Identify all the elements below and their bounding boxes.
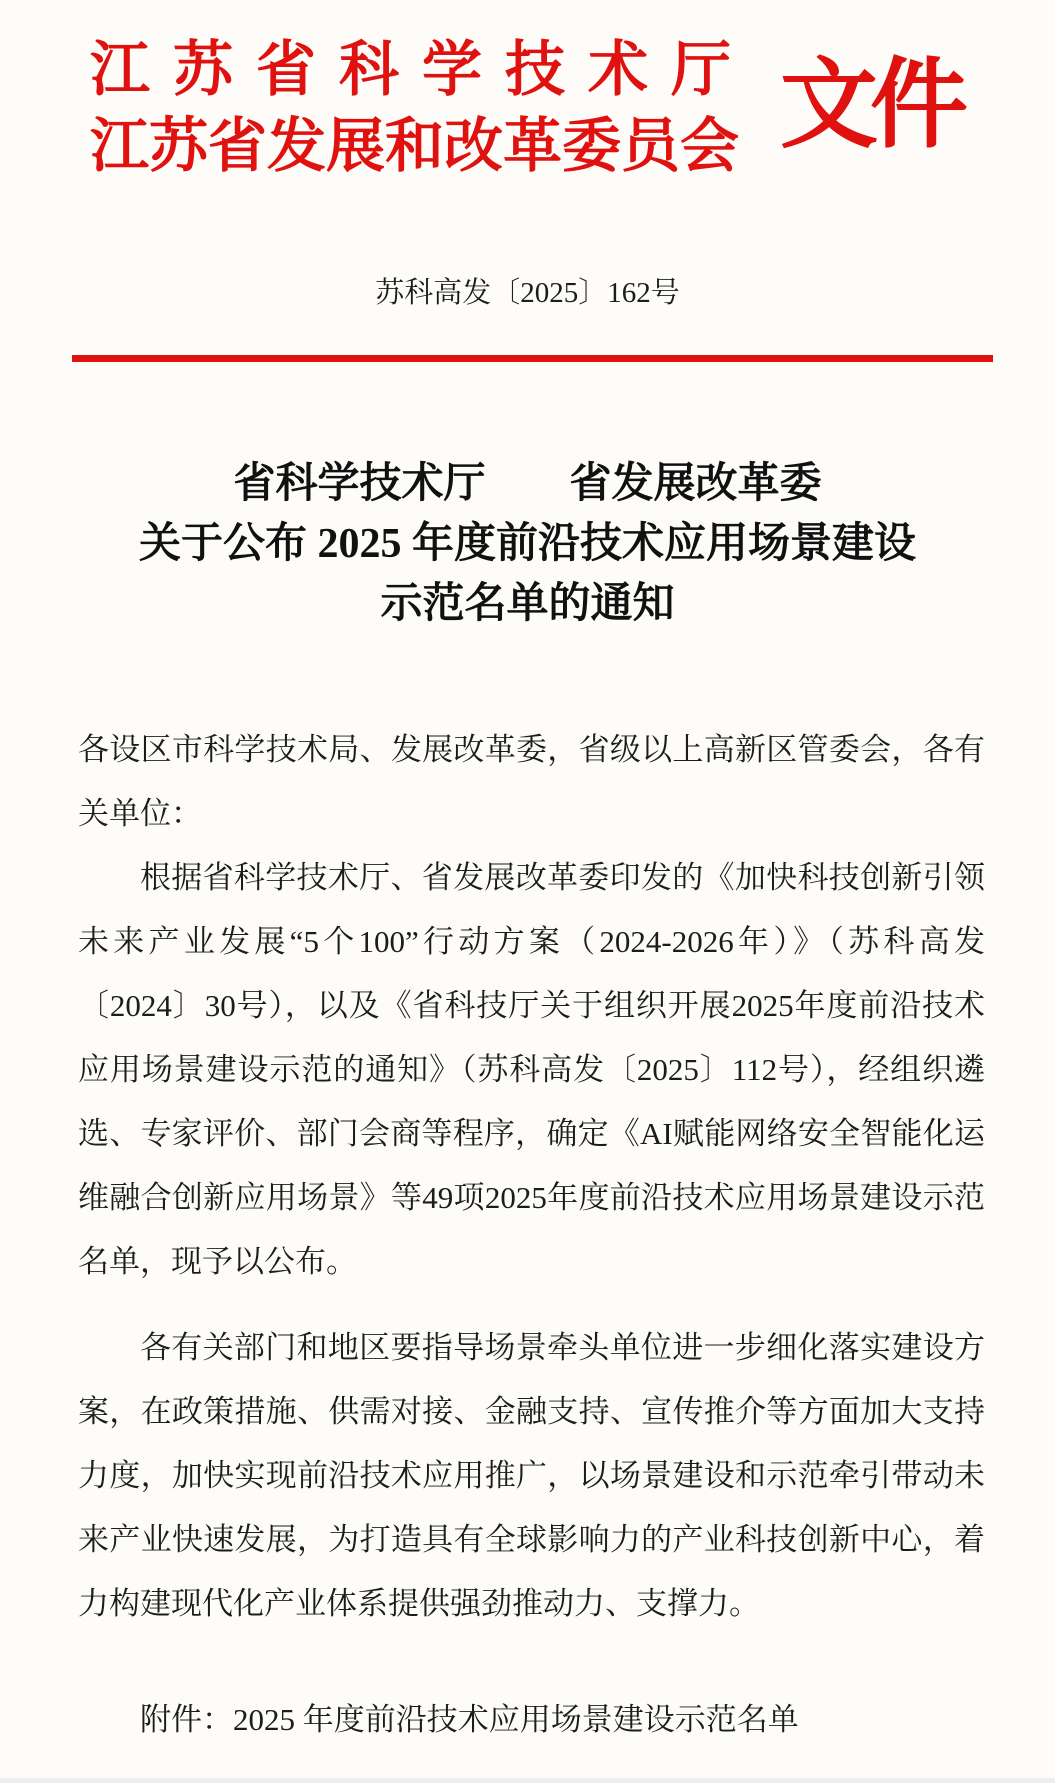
org-name-science-tech-department: 江苏省科学技术厅 — [90, 37, 754, 103]
page-bottom-edge — [0, 1778, 1055, 1783]
attachment-reference: 附件：2025 年度前沿技术应用场景建设示范名单 — [140, 1702, 799, 1737]
org-name-development-reform-commission: 江苏省发展和改革委员会 — [90, 113, 740, 179]
title-line-2: 关于公布 2025 年度前沿技术应用场景建设 — [138, 521, 916, 567]
salutation-paragraph: 各设区市科学技术局、发展改革委，省级以上高新区管委会，各有关单位： — [78, 732, 985, 831]
document-reference-number: 苏科高发〔2025〕162号 — [375, 277, 680, 309]
instruction-paragraph: 各有关部门和地区要指导场景牵头单位进一步细化落实建设方案，在政策措施、供需对接、金融支持、宣传推介等方面加大支持力度，加快实现前沿技术应用推广，以场景建设和示范牵引带动未来产业快速发展，为打造具有全球影响力的产业科技创新中心，着力构建现代化产业体系提供强劲推动力、支撑力。 — [78, 1330, 985, 1621]
announcement-paragraph: 根据省科学技术厅、省发展改革委印发的《加快科技创新引领未来产业发展“5个100”行动方案（2024-2026年）》（苏科高发〔2024〕30号），以及《省科技厅关于组织开展2025年度前沿技术应用场景建设示范的通知》（苏科高发〔2025〕112号），经组织遴选、专家评价、部门会商等程序，确定《AI赋能网络安全智能化运维融合创新应用场景》等49项2025年度前沿技术应用场景建设示范名单，现予以公布。 — [78, 860, 985, 1279]
issuing-organizations — [90, 30, 754, 182]
document-body — [78, 718, 985, 1752]
document-title — [0, 454, 1055, 634]
title-line-3: 示范名单的通知 — [380, 581, 675, 627]
red-divider-rule — [72, 355, 993, 362]
document-label: 文件 — [779, 52, 960, 160]
letterhead — [0, 0, 1055, 182]
title-line-1: 省科学技术厅 省发展改革委 — [233, 461, 822, 507]
